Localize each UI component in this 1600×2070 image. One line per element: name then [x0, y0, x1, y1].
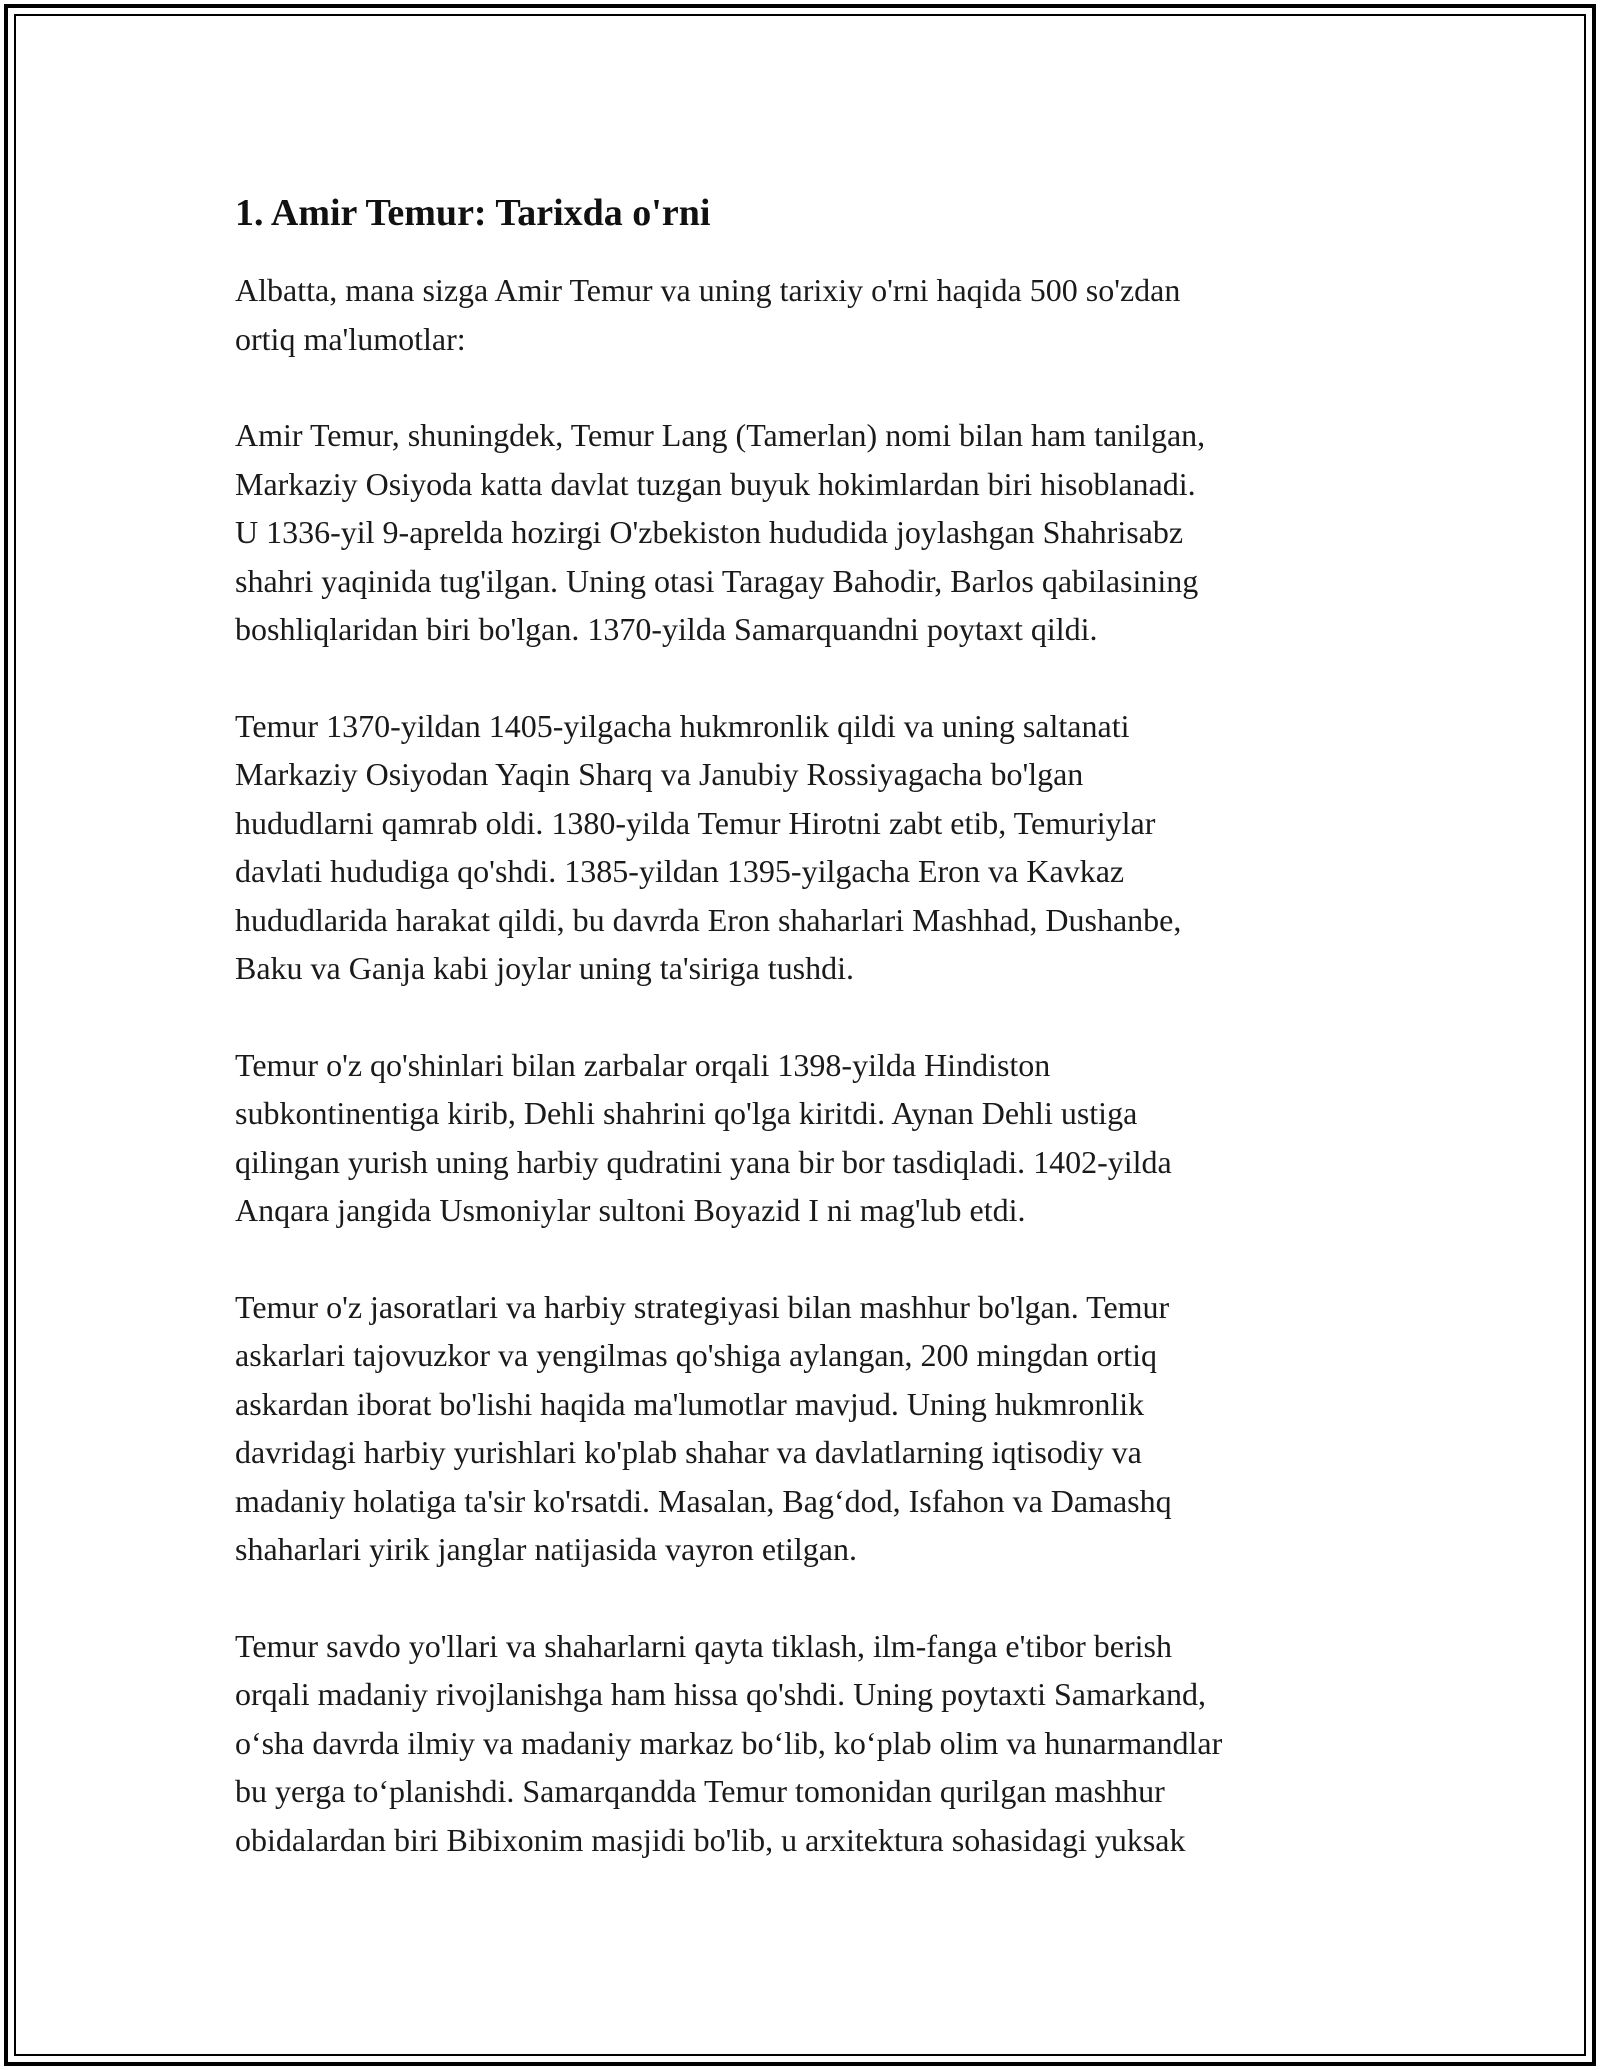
text-line: Temur o'z qo'shinlari bilan zarbalar orqali 1398-yilda Hindiston [235, 1046, 1051, 1083]
text-line: Temur savdo yo'llari va shaharlarni qayta tiklash, ilm-fanga e'tibor berish [235, 1627, 1172, 1664]
document-title: 1. Amir Temur: Tarixda o'rni [235, 192, 711, 234]
text-line: Albatta, mana sizga Amir Temur va uning tarixiy o'rni haqida 500 so'zdan [235, 272, 1181, 308]
text-line: bu yerga to‘planishdi. Samarqandda Temur tomonidan qurilgan mashhur [235, 1773, 1165, 1809]
text-line: o‘sha davrda ilmiy va madaniy markaz bo‘lib, ko‘plab olim va hunarmandlar [235, 1724, 1223, 1761]
text-line: davridagi harbiy yurishlari ko'plab shahar va davlatlarning iqtisodiy va [235, 1434, 1142, 1470]
text-line: askarlari tajovuzkor va yengilmas qo'shiga aylangan, 200 mingdan ortiq [235, 1337, 1157, 1373]
text-line: Anqara jangida Usmoniylar sultoni Boyazid I ni mag'lub etdi. [235, 1192, 1026, 1228]
document-body [235, 188, 1375, 1912]
text-line: boshliqlaridan biri bo'lgan. 1370-yilda Samarquandni poytaxt qildi. [235, 611, 1098, 647]
text-line: Markaziy Osiyoda katta davlat tuzgan buyuk hokimlardan biri hisoblanadi. [235, 465, 1196, 502]
paragraph-origins [235, 411, 1375, 654]
paragraph-military [235, 1283, 1375, 1574]
text-line: obidalardan biri Bibixonim masjidi bo'lib, u arxitektura sohasidagi yuksak [235, 1821, 1186, 1858]
paragraph-india [235, 1041, 1375, 1235]
text-line: Baku va Ganja kabi joylar uning ta'siriga tushdi. [235, 950, 854, 986]
text-line: hududlarni qamrab oldi. 1380-yilda Temur Hirotni zabt etib, Temuriylar [235, 804, 1156, 841]
text-line: U 1336-yil 9-aprelda hozirgi O'zbekiston hududida joylashgan Shahrisabz [235, 514, 1184, 550]
text-line: davlati hududiga qo'shdi. 1385-yildan 1395-yilgacha Eron va Kavkaz [235, 853, 1125, 889]
text-line: orqali madaniy rivojlanishga ham hissa qo'shdi. Uning poytaxti Samarkand, [235, 1676, 1206, 1712]
text-line: Temur 1370-yildan 1405-yilgacha hukmronlik qildi va uning saltanati [235, 707, 1130, 744]
text-line: subkontinentiga kirib, Dehli shahrini qo'lga kiritdi. Aynan Dehli ustiga [235, 1095, 1138, 1131]
text-line: madaniy holatiga ta'sir ko'rsatdi. Masalan, Bag‘dod, Isfahon va Damashq [235, 1482, 1172, 1519]
text-line: qilingan yurish uning harbiy qudratini yana bir bor tasdiqladi. 1402-yilda [235, 1143, 1172, 1180]
paragraph-culture [235, 1622, 1375, 1865]
text-line: Markaziy Osiyodan Yaqin Sharq va Janubiy Rossiyagacha bo'lgan [235, 756, 1084, 792]
paragraph-reign [235, 702, 1375, 993]
text-line: hududlarida harakat qildi, bu davrda Eron shaharlari Mashhad, Dushanbe, [235, 901, 1182, 938]
text-line: Temur o'z jasoratlari va harbiy strategiyasi bilan mashhur bo'lgan. Temur [235, 1288, 1170, 1325]
text-line: shaharlari yirik janglar natijasida vayron etilgan. [235, 1531, 857, 1567]
paragraph-intro [235, 266, 1375, 363]
text-line: Amir Temur, shuningdek, Temur Lang (Tamerlan) nomi bilan ham tanilgan, [235, 417, 1206, 453]
text-line: askardan iborat bo'lishi haqida ma'lumotlar mavjud. Uning hukmronlik [235, 1385, 1145, 1422]
text-line: shahri yaqinida tug'ilgan. Uning otasi Taragay Bahodir, Barlos qabilasining [235, 562, 1199, 599]
text-line: ortiq ma'lumotlar: [235, 320, 466, 357]
